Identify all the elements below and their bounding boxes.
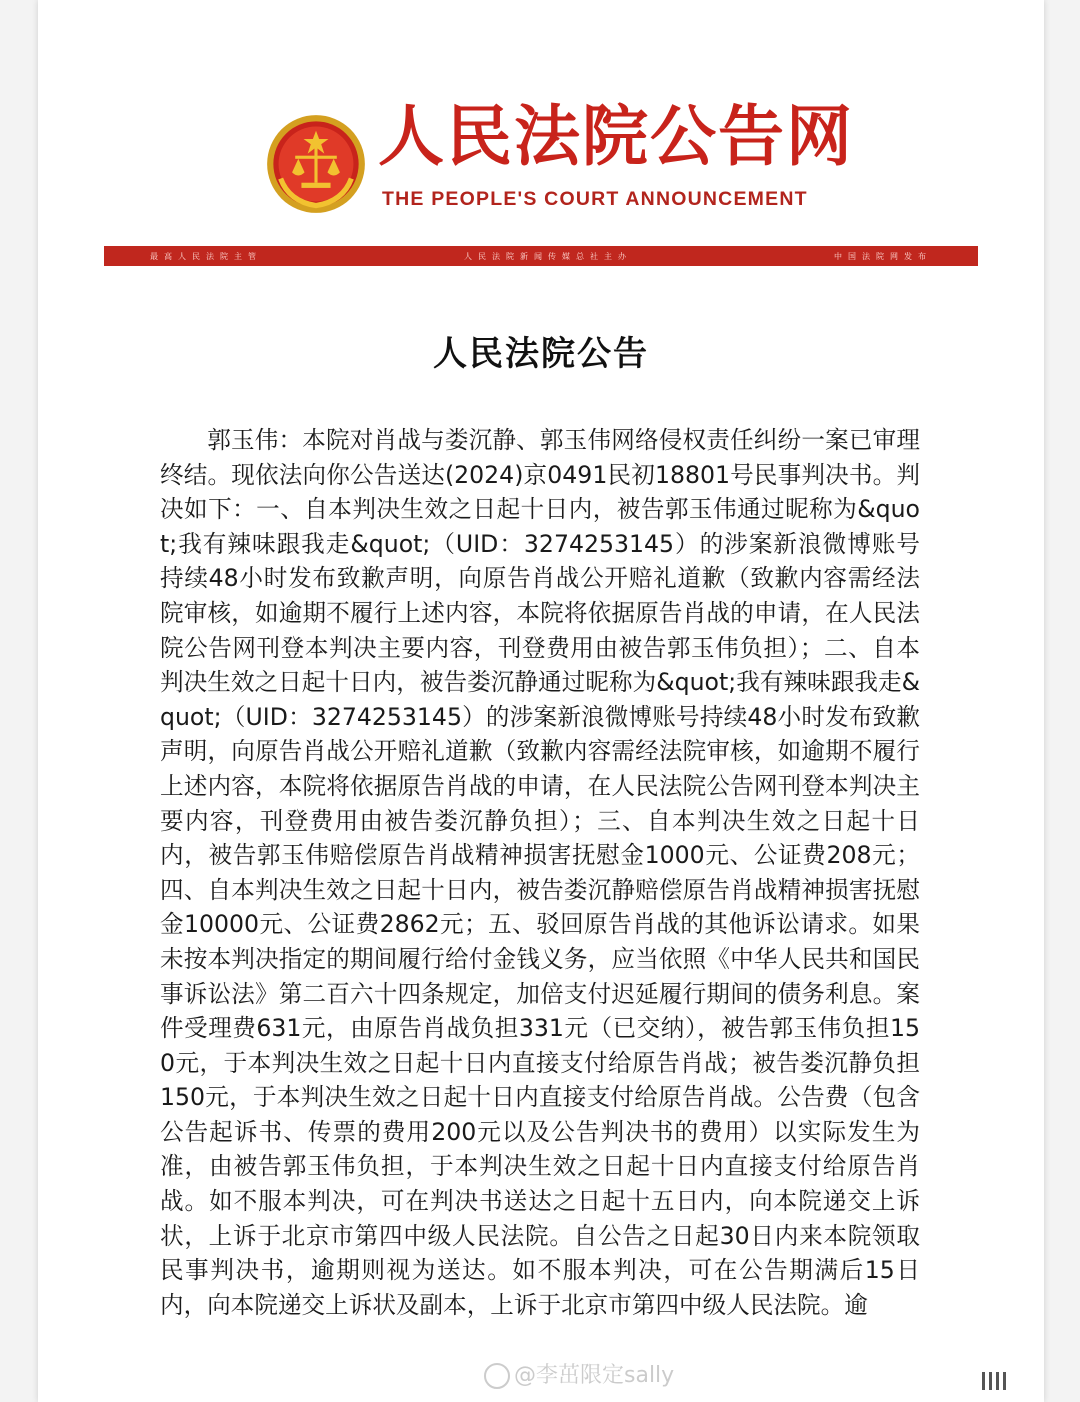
watermark-text: @李茁限定sally xyxy=(514,1363,675,1388)
document-title: 人民法院公告 xyxy=(433,334,649,374)
court-emblem-icon xyxy=(264,112,368,216)
bar-item-supervisor: 最高人民法院主管 xyxy=(150,251,262,261)
site-name-cn: 人民法院公告网 xyxy=(378,98,854,175)
masthead xyxy=(38,0,1044,280)
document-page xyxy=(38,0,1044,1402)
header-red-bar xyxy=(104,246,978,266)
bar-item-publisher: 中国法院网发布 xyxy=(834,251,932,261)
announcement-body: 郭玉伟：本院对肖战与娄沉静、郭玉伟网络侵权责任纠纷一案已审理终结。现依法向你公告送达(2024)京0491民初18801号民事判决书。判决如下：一、自本判决生效之日起十日内，被告郭玉伟通过昵称为&quot;我有辣味跟我走&quot;（UID：3274253145）的涉案新浪微博账号持续48小时发布致歉声明，向原告肖战公开赔礼道歉（致歉内容需经法院审核，如逾期不履行上述内容，本院将依据原告肖战的申请，在人民法院公告网刊登本判决主要内容，刊登费用由被告郭玉伟负担）；二、自本判决生效之日起十日内，被告娄沉静通过昵称为&quot;我有辣味跟我走&quot;（UID：3274253145）的涉案新浪微博账号持续48小时发布致歉声明，向原告肖战公开赔礼道歉（致歉内容需经法院审核，如逾期不履行上述内容，本院将依据原告肖战的申请，在人民法院公告网刊登本判决主要内容，刊登费用由被告娄沉静负担）；三、自本判决生效之日起十日内，被告郭玉伟赔偿原告肖战精神损害抚慰金1000元、公证费208元；四、自本判决生效之日起十日内，被告娄沉静赔偿原告肖战精神损害抚慰金10000元、公证费2862元；五、驳回原告肖战的其他诉讼请求。如果未按本判决指定的期间履行给付金钱义务，应当依照《中华人民共和国民事诉讼法》第二百六十四条规定，加倍支付迟延履行期间的债务利息。案件受理费631元，由原告肖战负担331元（已交纳），被告郭玉伟负担150元，于本判决生效之日起十日内直接支付给原告肖战；被告娄沉静负担150元，于本判决生效之日起十日内直接支付给原告肖战。公告费（包含公告起诉书、传票的费用200元以及公告判决书的费用）以实际发生为准，由被告郭玉伟负担，于本判决生效之日起十日内直接支付给原告肖战。如不服本判决，可在判决书送达之日起十五日内，向本院递交上诉状，上诉于北京市第四中级人民法院。自公告之日起30日内来本院领取民事判决书，逾期则视为送达。如不服本判决，可在公告期满后15日内，向本院递交上诉状及副本，上诉于北京市第四中级人民法院。逾 xyxy=(160,426,920,1319)
site-name-en: THE PEOPLE'S COURT ANNOUNCEMENT xyxy=(382,188,808,210)
weibo-icon xyxy=(484,1363,510,1389)
bar-item-sponsor: 人民法院新闻传媒总社主办 xyxy=(464,251,632,261)
watermark xyxy=(484,1358,674,1389)
grip-handle-icon xyxy=(982,1372,1006,1390)
